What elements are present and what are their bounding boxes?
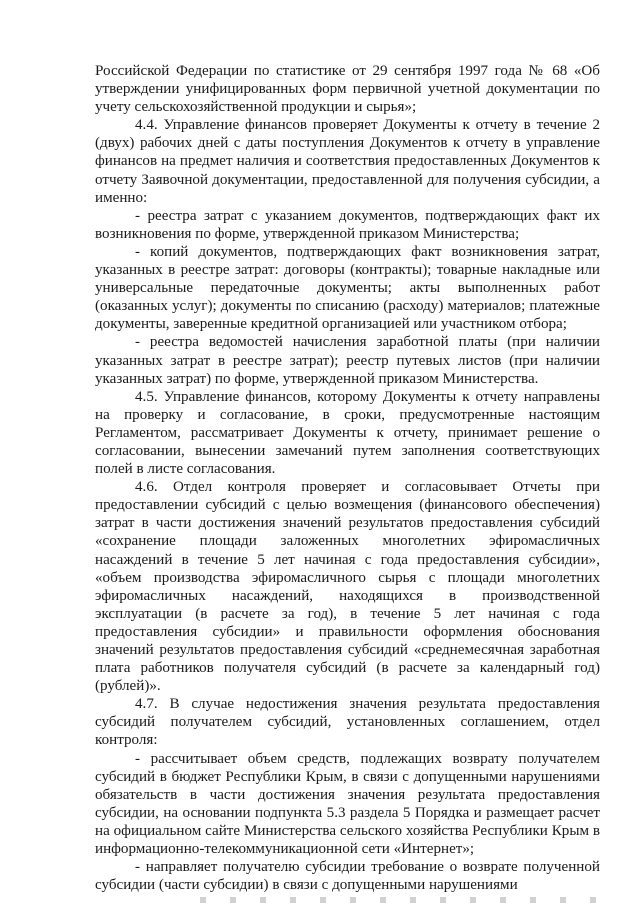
paragraph: - реестра ведомостей начисления заработной платы (при наличии указанных затрат в реестре затрат); реестр путевых листов (при наличии указанных затрат) по форме, утвержденной приказом Министерства. <box>95 334 600 387</box>
paragraph: Российской Федерации по статистике от 29 сентября 1997 года № 68 «Об утверждении унифицированных форм первичной учетной документации по учету сельскохозяйственной продукции и сырья»; <box>95 63 600 116</box>
paragraph: 4.5. Управление финансов, которому Документы к отчету направлены на проверку и согласование, в сроки, предусмотренные настоящим Регламентом, рассматривает Документы к отчету, принимает решение о согласовании, вынесении замечаний путем заполнения соответствующих полей в листе согласования. <box>95 388 600 478</box>
paragraph: - копий документов, подтверждающих факт возникновения затрат, указанных в реестре затрат: договоры (контракты); товарные накладные или универсальные передаточные документы; акты выполненных работ (оказанных услуг); документы по списанию (расходу) материалов; платежные документы, заверенные кредитной организацией или участником отбора; <box>95 243 600 333</box>
paragraph: - направляет получателю субсидии требование о возврате полученной субсидии (части субсидии) в связи с допущенными нарушениями <box>95 859 600 894</box>
paragraph: 4.4. Управление финансов проверяет Документы к отчету в течение 2 (двух) рабочих дней с даты поступления Документов к отчету в управление финансов на предмет наличия и соответствия предоставленных Документов к отчету Заявочной документации, предоставленной для получения субсидии, а именно: <box>95 117 600 206</box>
paragraph: - рассчитывает объем средств, подлежащих возврату получателем субсидий в бюджет Республики Крым, в связи с допущенными нарушениями обязательств в части достижения значения результата предоставления субсидии, на основании подпункта 5.3 раздела 5 Порядка и размещает расчет на официальном сайте Министерства сельского хозяйства Республики Крым в информационно-телекоммуникационной сети «Интернет»; <box>95 750 600 858</box>
paragraph: - реестра затрат с указанием документов, подтверждающих факт их возникновения по форме, утвержденной приказом Министерства; <box>95 207 600 242</box>
scan-artifact <box>200 897 600 903</box>
paragraph: 4.7. В случае недостижения значения результата предоставления субсидий получателем субсидий, установленных соглашением, отдел контроля: <box>95 696 600 749</box>
document-body <box>95 62 600 894</box>
paragraph: 4.6. Отдел контроля проверяет и согласовывает Отчеты при предоставлении субсидий с целью возмещения (финансового обеспечения) затрат в части достижения значений результатов предоставления субсидий «сохранение площади заложенных многолетних эфиромасличных насаждений в течение 5 лет начиная с года предоставления субсидии», «объем производства эфиромасличного сырья с площади многолетних эфиромасличных насаждений, находящихся в производственной эксплуатации (в расчете за год), в течение 5 лет начиная с года предоставления субсидии» и правильности оформления обоснования значений результатов предоставления субсидий «среднемесячная заработная плата работников получателя субсидий (в расчете за календарный год) (рублей)». <box>95 479 600 695</box>
